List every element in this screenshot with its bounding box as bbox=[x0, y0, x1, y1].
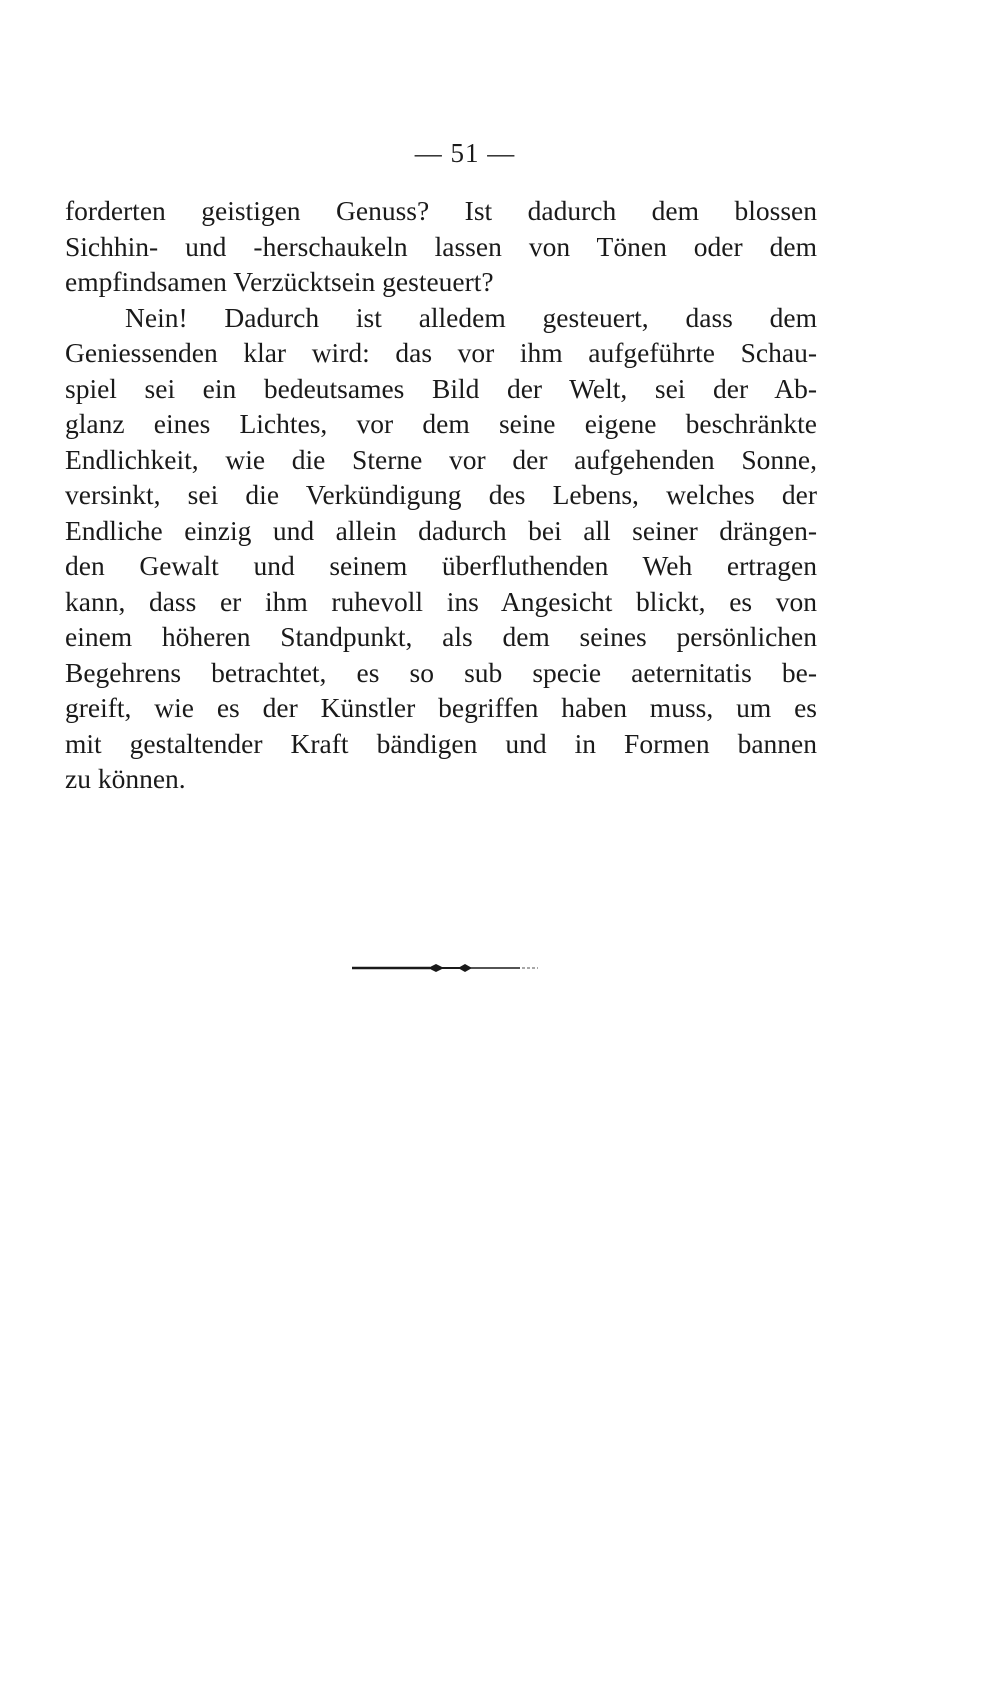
text-line: spiel sei ein bedeutsames Bild der Welt, sei der Ab- bbox=[65, 372, 817, 404]
text-line: zu können. bbox=[65, 763, 186, 794]
text-line: mit gestaltender Kraft bändigen und in Formen bannen bbox=[65, 727, 817, 759]
text-line: glanz eines Lichtes, vor dem seine eigene beschränkte bbox=[65, 408, 817, 439]
text-line: Nein! Dadurch ist alledem gesteuert, dass dem bbox=[125, 301, 817, 333]
text-line: Geniessenden klar wird: das vor ihm aufgeführte Schau- bbox=[65, 337, 817, 368]
text-line: versinkt, sei die Verkündigung des Lebens, welches der bbox=[65, 479, 817, 510]
text-line: Endlichkeit, wie die Sterne vor der aufgehenden Sonne, bbox=[65, 443, 817, 475]
text-line: empfindsamen Verzücktsein gesteuert? bbox=[65, 266, 494, 297]
text-line: forderten geistigen Genuss? Ist dadurch dem blossen bbox=[65, 195, 817, 226]
text-line: Sichhin- und -herschaukeln lassen von Tönen oder dem bbox=[65, 230, 817, 262]
body-text bbox=[65, 193, 817, 797]
text-line: kann, dass er ihm ruhevoll ins Angesicht blickt, es von bbox=[65, 585, 817, 617]
text-line: den Gewalt und seinem überfluthenden Weh ertragen bbox=[65, 550, 817, 581]
end-ornament-icon bbox=[350, 958, 540, 978]
text-line: Begehrens betrachtet, es so sub specie aeternitatis be- bbox=[65, 656, 817, 688]
text-line: Endliche einzig und allein dadurch bei all seiner drängen- bbox=[65, 514, 817, 546]
text-line: einem höheren Standpunkt, als dem seines persönlichen bbox=[65, 621, 817, 652]
text-line: greift, wie es der Künstler begriffen haben muss, um es bbox=[65, 692, 817, 723]
page-number: — 51 — bbox=[414, 138, 516, 168]
